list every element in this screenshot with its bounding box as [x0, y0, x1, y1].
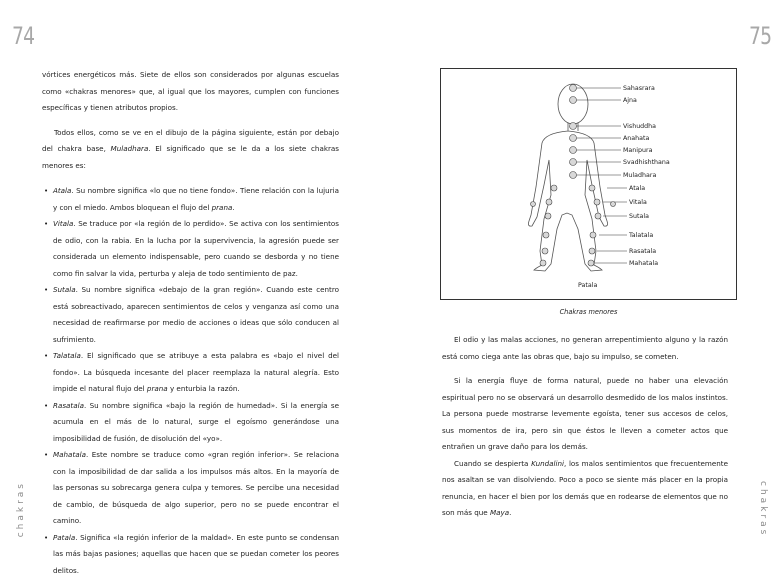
- atala-point-left: [551, 185, 557, 191]
- list-item-text: . El significado que se atribuye a esta palabra es «bajo el nivel del fondo». La búsqueda incesante del placer reemplaza la natural alegría. Esto impide el natural flujo del: [53, 351, 339, 393]
- label-ajna: Ajna: [623, 97, 637, 104]
- list-item-text: . Su nombre significa «debajo de la gran región». Cuando este centro está sobreactivado, aparecen sentimientos de celos y venganza así como una necesidad de reafirmarse por medio de acciones o ideas que sólo conducen al sufrimiento.: [53, 285, 339, 344]
- label-atala: Atala: [629, 185, 645, 192]
- sutala-point-left: [545, 213, 551, 219]
- list-item-name: Talatala: [53, 351, 81, 360]
- figure-caption: Chakras menores: [440, 308, 737, 316]
- manipura-point: [570, 147, 577, 154]
- list-item-text: . Su nombre significa «lo que no tiene fondo». Tiene relación con la lujuria y con el miedo. Ambos bloquean el flujo del: [53, 186, 339, 212]
- label-rasatala: Rasatala: [629, 248, 656, 255]
- para-3-text-middle: , los malos sentimientos que frecuentemente nos asaltan se van disolviendo. Poco a poco se siente más placer en la propia renuncia, en hacer el bien por los demás que en rodearse de elementos que no son más que: [442, 459, 728, 518]
- svadhishthana-point: [570, 159, 577, 166]
- intro-2-text-end: . El significado que se le da a los siete chakras menores es:: [42, 144, 339, 170]
- label-sahasrara: Sahasrara: [623, 85, 655, 92]
- chakra-body-diagram: [441, 69, 738, 301]
- label-anahata: Anahata: [623, 135, 649, 142]
- list-item-italic: prana: [147, 384, 168, 393]
- intro-2-italic: Muladhara: [111, 144, 149, 153]
- muladhara-point: [570, 172, 577, 179]
- list-item-name: Vitala: [53, 219, 73, 228]
- list-item-text: . Se traduce por «la región de lo perdido». Se activa con los sentimientos de odio, con la rabia. En la lucha por la supervivencia, la agresión puede ser considerada un elemento indispensable, pero cuando se desborda y no tiene como fin salvar la vida, perturba y aleja de todo sentimiento de paz.: [53, 219, 339, 278]
- leader-lines: [575, 88, 627, 263]
- right-page: [390, 0, 780, 553]
- label-patala: Patala: [578, 282, 597, 289]
- label-vishuddha: Vishuddha: [623, 123, 656, 130]
- atala-point: [589, 185, 595, 191]
- right-paragraph-1: El odio y las malas acciones, no generan arrepentimiento alguno y la razón está como ciega ante las obras que, bajo su impulso, se cometen.: [442, 332, 728, 365]
- minor-chakra-list: [42, 183, 339, 579]
- ajna-point: [570, 97, 577, 104]
- vitala-point: [594, 199, 600, 205]
- para-3-text-end: .: [509, 508, 511, 517]
- label-sutala: Sutala: [629, 213, 649, 220]
- list-item: [42, 530, 339, 579]
- list-item-italic: prana: [212, 203, 233, 212]
- para-3-text: Cuando se despierta: [454, 459, 531, 468]
- intro-2-text: Todos ellos, como se ve en el dibujo de la página siguiente, están por debajo del chakra base,: [42, 128, 339, 154]
- list-item-name: Atala: [53, 186, 71, 195]
- vishuddha-point: [570, 123, 577, 130]
- label-talatala: Talatala: [628, 232, 653, 239]
- list-item: [42, 282, 339, 348]
- talatala-point: [590, 232, 596, 238]
- rasatala-point: [589, 248, 595, 254]
- list-item-text-end: y enturbia la razón.: [168, 384, 240, 393]
- sutala-point: [595, 213, 601, 219]
- right-paragraph-2: Si la energía fluye de forma natural, puede no haber una elevación espiritual pero no se observará un desarrollo desmedido de los malos instintos. La persona puede mostrarse levemente egoísta, tener sus accesos de celos, sus momentos de ira, pero sin que éstos le lleven a cometer actos que entrañen un grave daño para los demás.: [442, 373, 728, 456]
- page-number-left: 74: [12, 22, 34, 50]
- list-item-name: Patala: [53, 533, 75, 542]
- intro-paragraph-1: vórtices energéticos más. Siete de ellos son considerados por algunas escuelas como «chakras menores» que, al igual que los mayores, cumplen con funciones específicas y tienen atributos propios.: [42, 67, 339, 117]
- side-label-left: chakras: [16, 481, 26, 537]
- para-3-italic-maya: Maya: [490, 508, 509, 517]
- list-item-name: Mahatala: [53, 450, 86, 459]
- hand-point-left: [531, 202, 536, 207]
- para-3-italic-kundalini: Kundalini: [531, 459, 564, 468]
- label-mahatala: Mahatala: [629, 260, 658, 267]
- list-item-text: . Su nombre significa «bajo la región de humedad». Si la energía se acumula en el más de lo natural, surge el egoísmo generándose una imposibilidad de fusión, de disolución del «yo».: [53, 401, 339, 443]
- page-number-right: 75: [749, 22, 771, 50]
- intro-paragraph-2: [42, 125, 339, 175]
- mahatala-point: [588, 260, 594, 266]
- label-manipura: Manipura: [623, 147, 653, 154]
- mahatala-point-left: [540, 260, 546, 266]
- label-svadhishthana: Svadhishthana: [623, 159, 670, 166]
- left-text-block: [42, 67, 339, 579]
- list-item: [42, 216, 339, 282]
- list-item-name: Rasatala: [53, 401, 84, 410]
- list-item: [42, 183, 339, 216]
- chakra-figure: [440, 68, 737, 300]
- list-item-text: . Significa «la región inferior de la maldad». En este punto se condensan las más bajas pasiones; aquellas que hacen que se puedan cometer los peores delitos.: [53, 533, 339, 575]
- body-outline: [528, 84, 607, 271]
- right-paragraph-3: [442, 456, 728, 522]
- anahata-point: [570, 135, 577, 142]
- rasatala-point-left: [542, 248, 548, 254]
- list-item: [42, 398, 339, 448]
- list-item: [42, 348, 339, 398]
- label-muladhara: Muladhara: [623, 172, 656, 179]
- talatala-point-left: [543, 232, 549, 238]
- right-text-block: [442, 332, 728, 522]
- sahasrara-point: [570, 85, 577, 92]
- hand-point-right: [611, 202, 616, 207]
- side-label-right: chakras: [758, 481, 768, 537]
- list-item: [42, 447, 339, 530]
- list-item-text-end: .: [232, 203, 234, 212]
- vitala-point-left: [546, 199, 552, 205]
- left-page: [0, 0, 390, 553]
- list-item-name: Sutala: [53, 285, 76, 294]
- list-item-text: . Este nombre se traduce como «gran región inferior». Se relaciona con la imposibilidad de dar salida a los impulsos más altos. En la mayoría de las personas su sobrecarga genera culpa y temores. Se percibe una necesidad de cambio, de búsqueda de algo superior, pero no se puede encontrar el camino.: [53, 450, 339, 525]
- label-vitala: Vitala: [629, 199, 647, 206]
